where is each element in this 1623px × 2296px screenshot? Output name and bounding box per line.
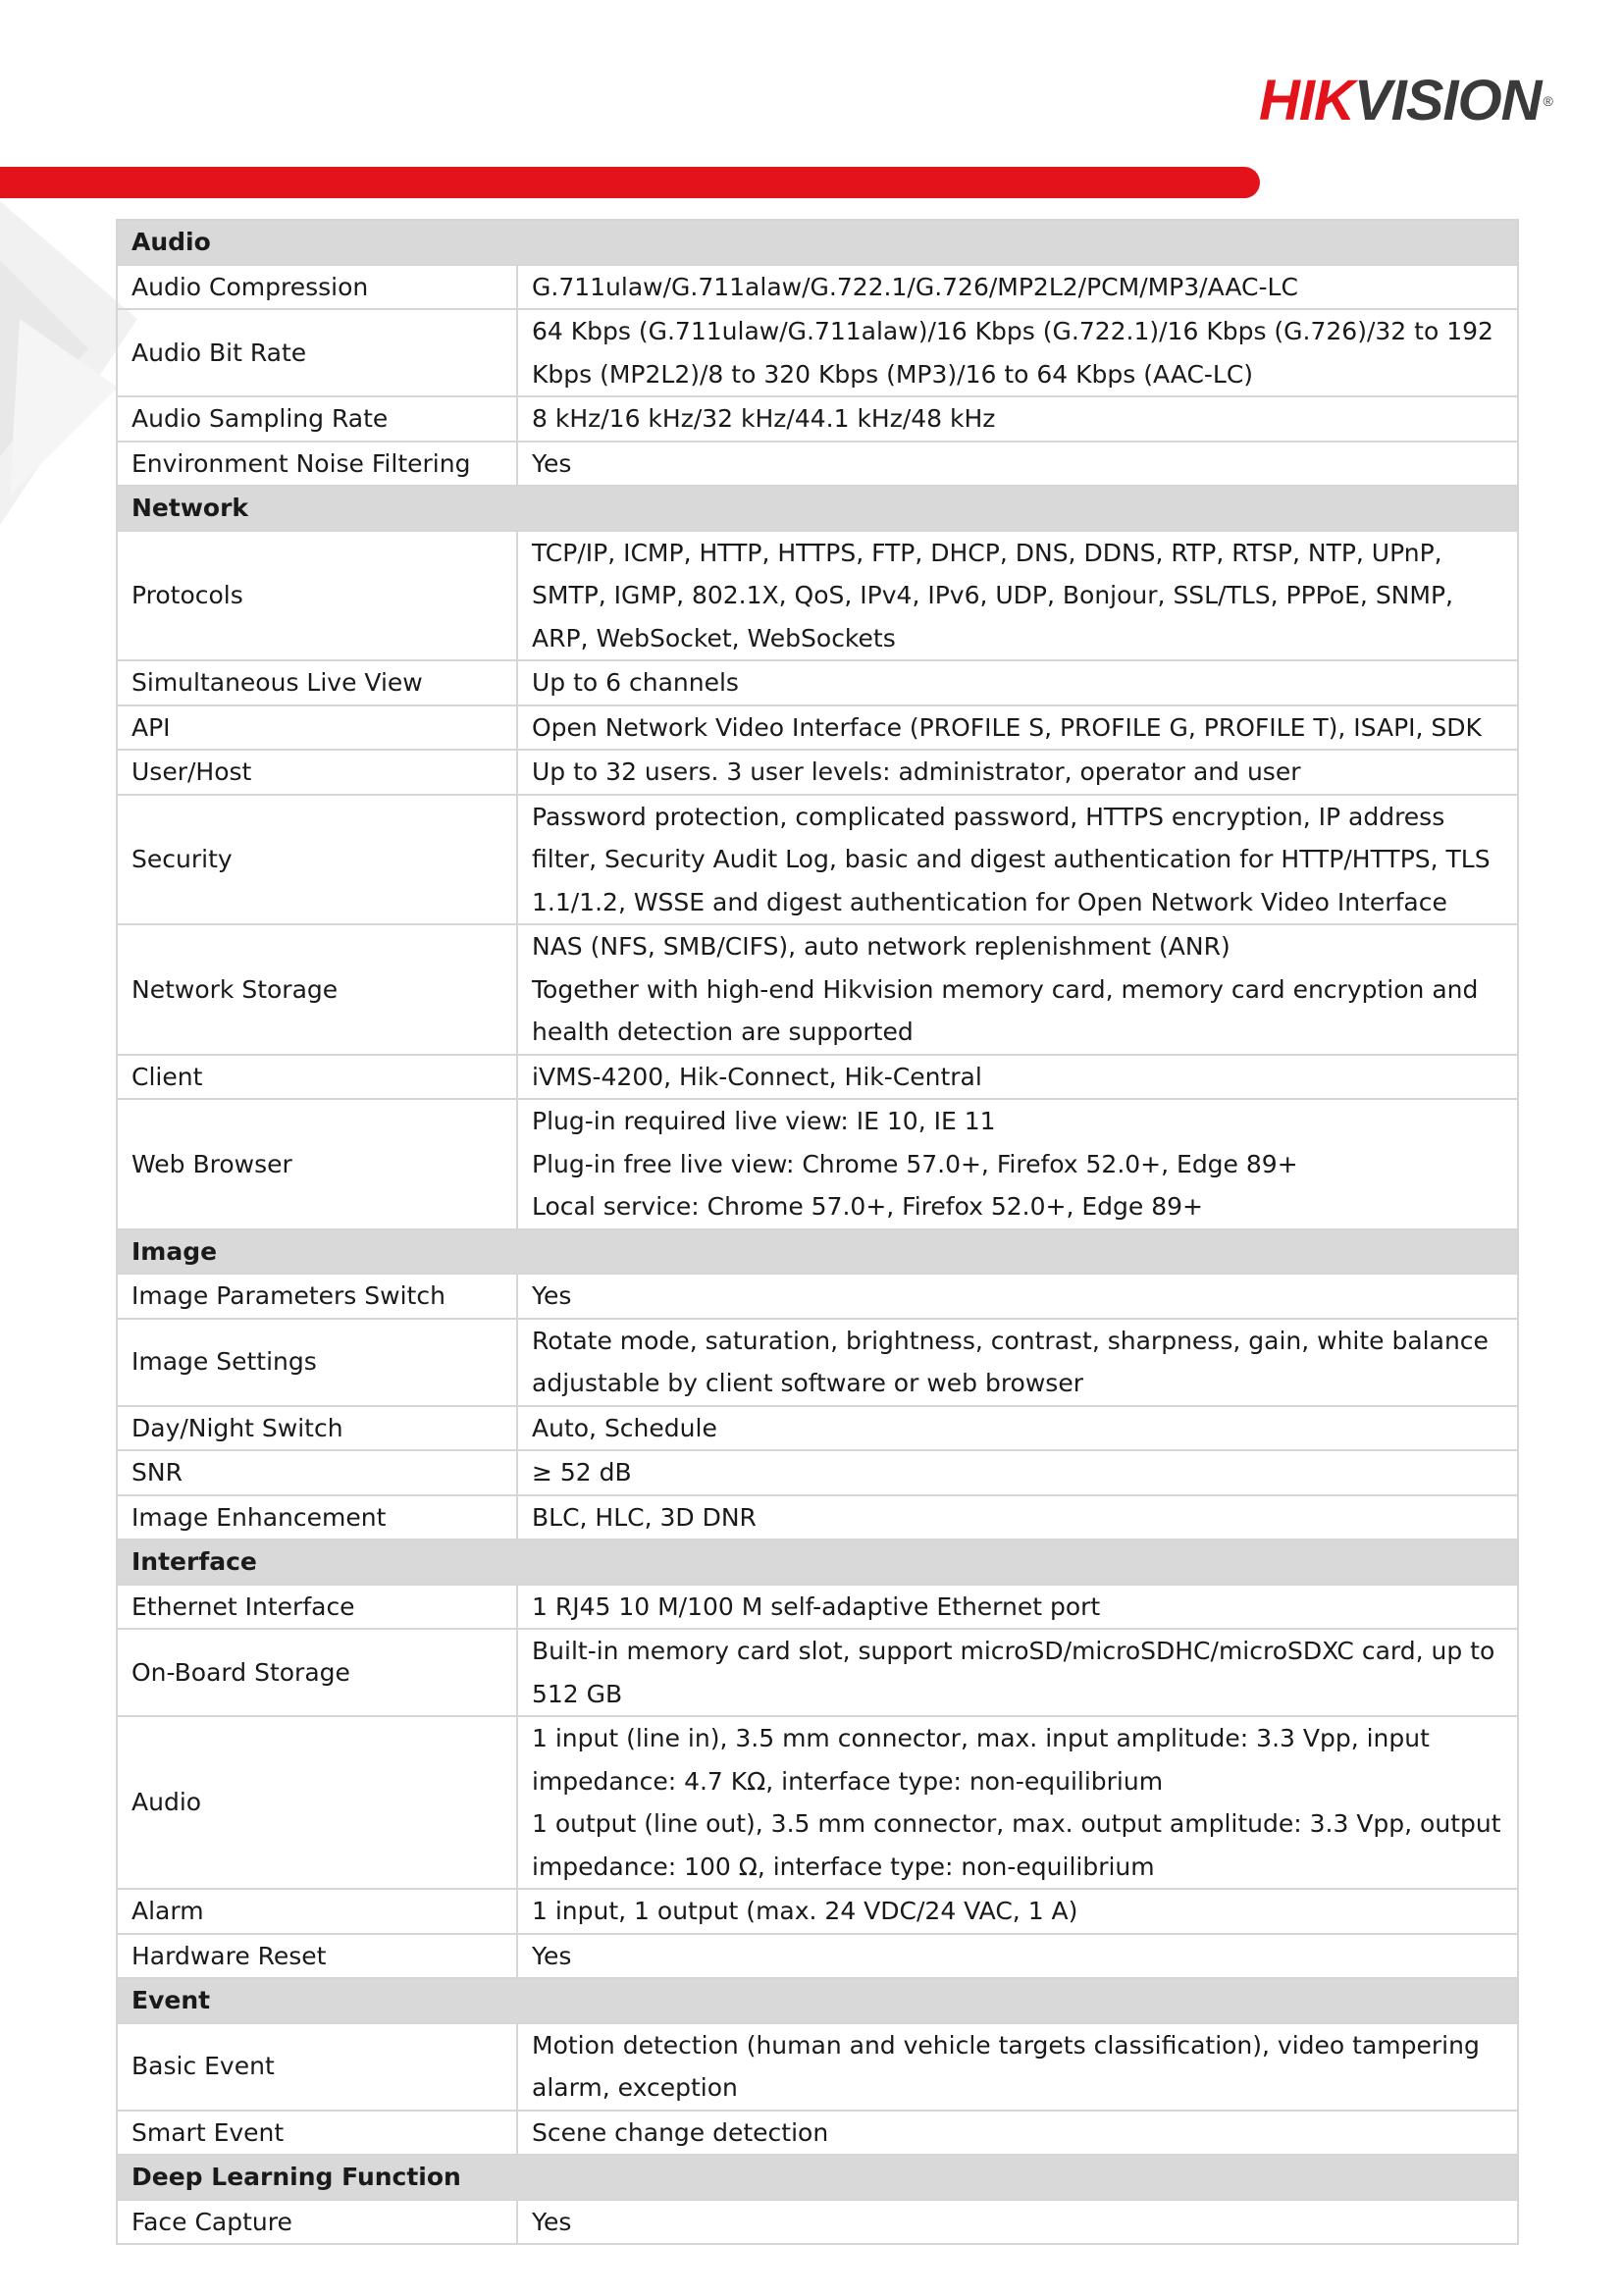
hikvision-logo	[1259, 71, 1552, 131]
spec-row	[117, 1585, 1518, 1630]
spec-row	[117, 1099, 1518, 1229]
section-title: Audio	[117, 220, 1518, 265]
spec-value-line: Motion detection (human and vehicle targets classification), video tampering alarm, exception	[532, 2030, 1480, 2102]
spec-row	[117, 750, 1518, 795]
spec-label: Audio	[117, 1716, 517, 1889]
spec-row	[117, 924, 1518, 1055]
spec-value	[517, 1716, 1518, 1889]
spec-value	[517, 660, 1518, 705]
spec-label: Audio Sampling Rate	[117, 396, 517, 442]
spec-label: API	[117, 705, 517, 751]
spec-value-line: G.711ulaw/G.711alaw/G.722.1/G.726/MP2L2/PCM/MP3/AAC-LC	[532, 272, 1298, 301]
spec-value-line: 1 input (line in), 3.5 mm connector, max. input amplitude: 3.3 Vpp, input impedance: 4.7 KΩ, interface type: non-equilibrium	[532, 1724, 1430, 1796]
spec-value	[517, 795, 1518, 925]
logo-vision-text: VISION	[1353, 69, 1542, 132]
spec-value	[517, 1319, 1518, 1406]
spec-row	[117, 309, 1518, 396]
spec-label: Audio Bit Rate	[117, 309, 517, 396]
spec-table-container	[116, 219, 1519, 2245]
spec-row	[117, 1629, 1518, 1716]
spec-value	[517, 265, 1518, 310]
spec-value-line: Plug-in free live view: Chrome 57.0+, Firefox 52.0+, Edge 89+	[532, 1149, 1298, 1178]
spec-label: Web Browser	[117, 1099, 517, 1229]
spec-row	[117, 442, 1518, 487]
spec-value	[517, 705, 1518, 751]
spec-value	[517, 1495, 1518, 1540]
spec-row	[117, 795, 1518, 925]
spec-value-line: Auto, Schedule	[532, 1413, 717, 1442]
spec-label: Audio Compression	[117, 265, 517, 310]
spec-value-line: Password protection, complicated password, HTTPS encryption, IP address filter, Security Audit Log, basic and digest authentication for HTTP/HTTPS, TLS 1.1/1.2, WSSE and digest authentication for Open Network Video Interface	[532, 802, 1491, 916]
spec-value	[517, 1889, 1518, 1934]
spec-value-line: Plug-in required live view: IE 10, IE 11	[532, 1107, 996, 1135]
spec-value	[517, 1055, 1518, 1100]
spec-value-line: 1 input, 1 output (max. 24 VDC/24 VAC, 1 A)	[532, 1897, 1078, 1925]
spec-label: Ethernet Interface	[117, 1585, 517, 1630]
spec-label: Network Storage	[117, 924, 517, 1055]
spec-value	[517, 2200, 1518, 2245]
section-header-row	[117, 1229, 1518, 1275]
spec-value-line: 64 Kbps (G.711ulaw/G.711alaw)/16 Kbps (G.722.1)/16 Kbps (G.726)/32 to 192 Kbps (MP2L2)/8 to 320 Kbps (MP3)/16 to 64 Kbps (AAC-LC)	[532, 317, 1493, 389]
spec-value-line: Together with high-end Hikvision memory card, memory card encryption and health detection are supported	[532, 974, 1479, 1046]
spec-value	[517, 750, 1518, 795]
spec-row	[117, 705, 1518, 751]
spec-value-line: NAS (NFS, SMB/CIFS), auto network replenishment (ANR)	[532, 932, 1230, 961]
spec-label: Basic Event	[117, 2023, 517, 2111]
spec-value-line: ≥ 52 dB	[532, 1458, 632, 1487]
spec-row	[117, 1716, 1518, 1889]
spec-label: Image Settings	[117, 1319, 517, 1406]
spec-value	[517, 1934, 1518, 1979]
spec-value	[517, 396, 1518, 442]
spec-value-line: Yes	[532, 1281, 572, 1310]
spec-value-line: BLC, HLC, 3D DNR	[532, 1502, 757, 1532]
spec-row	[117, 2023, 1518, 2111]
spec-value	[517, 2023, 1518, 2111]
spec-value	[517, 1585, 1518, 1630]
spec-value	[517, 531, 1518, 661]
spec-row	[117, 531, 1518, 661]
spec-label: Image Parameters Switch	[117, 1274, 517, 1319]
spec-value-line: 1 output (line out), 3.5 mm connector, max. output amplitude: 3.3 Vpp, output impedance: 100 Ω, interface type: non-equilibrium	[532, 1809, 1501, 1881]
section-title: Deep Learning Function	[117, 2155, 1518, 2200]
section-title: Event	[117, 1978, 1518, 2023]
spec-value-line: Yes	[532, 448, 572, 478]
spec-value-line: TCP/IP, ICMP, HTTP, HTTPS, FTP, DHCP, DNS, DDNS, RTP, RTSP, NTP, UPnP, SMTP, IGMP, 802.1X, QoS, IPv4, IPv6, UDP, Bonjour, SSL/TLS, PPPoE, SNMP, ARP, WebSocket, WebSockets	[532, 538, 1453, 652]
spec-value-line: Yes	[532, 1941, 572, 1970]
spec-label: On-Board Storage	[117, 1629, 517, 1716]
spec-row	[117, 1319, 1518, 1406]
spec-row	[117, 2200, 1518, 2245]
spec-row	[117, 265, 1518, 310]
spec-value	[517, 309, 1518, 396]
spec-label: Hardware Reset	[117, 1934, 517, 1979]
spec-value	[517, 2111, 1518, 2156]
registered-mark: ®	[1543, 93, 1552, 109]
section-header-row	[117, 220, 1518, 265]
spec-row	[117, 1406, 1518, 1451]
logo-hik-text: HIK	[1259, 69, 1354, 132]
spec-value	[517, 1406, 1518, 1451]
header-red-bar	[0, 167, 1260, 198]
spec-row	[117, 1934, 1518, 1979]
spec-value-line: Local service: Chrome 57.0+, Firefox 52.0+, Edge 89+	[532, 1192, 1203, 1221]
spec-row	[117, 1495, 1518, 1540]
section-header-row	[117, 1978, 1518, 2023]
spec-value-line: Open Network Video Interface (PROFILE S, PROFILE G, PROFILE T), ISAPI, SDK	[532, 712, 1482, 742]
spec-label: Protocols	[117, 531, 517, 661]
spec-label: Client	[117, 1055, 517, 1100]
spec-value	[517, 442, 1518, 487]
spec-value-line: Yes	[532, 2207, 572, 2236]
spec-value-line: Up to 6 channels	[532, 668, 739, 697]
section-header-row	[117, 486, 1518, 531]
spec-label: User/Host	[117, 750, 517, 795]
spec-label: Alarm	[117, 1889, 517, 1934]
spec-label: Environment Noise Filtering	[117, 442, 517, 487]
spec-label: Simultaneous Live View	[117, 660, 517, 705]
spec-label: Image Enhancement	[117, 1495, 517, 1540]
spec-table	[116, 219, 1519, 2245]
spec-value	[517, 924, 1518, 1055]
section-header-row	[117, 1539, 1518, 1585]
spec-row	[117, 1055, 1518, 1100]
spec-label: Smart Event	[117, 2111, 517, 2156]
spec-value-line: Scene change detection	[532, 2117, 829, 2147]
spec-row	[117, 1889, 1518, 1934]
section-title: Network	[117, 486, 1518, 531]
spec-label: Security	[117, 795, 517, 925]
spec-label: Day/Night Switch	[117, 1406, 517, 1451]
spec-value	[517, 1099, 1518, 1229]
spec-value-line: 8 kHz/16 kHz/32 kHz/44.1 kHz/48 kHz	[532, 404, 996, 433]
spec-label: SNR	[117, 1450, 517, 1495]
spec-row	[117, 2111, 1518, 2156]
spec-value	[517, 1450, 1518, 1495]
spec-row	[117, 1450, 1518, 1495]
section-title: Interface	[117, 1539, 1518, 1585]
section-title: Image	[117, 1229, 1518, 1275]
spec-value	[517, 1274, 1518, 1319]
spec-label: Face Capture	[117, 2200, 517, 2245]
spec-row	[117, 1274, 1518, 1319]
spec-row	[117, 660, 1518, 705]
spec-value-line: iVMS-4200, Hik-Connect, Hik-Central	[532, 1062, 982, 1091]
spec-value	[517, 1629, 1518, 1716]
spec-value-line: 1 RJ45 10 M/100 M self-adaptive Ethernet port	[532, 1592, 1101, 1621]
spec-value-line: Up to 32 users. 3 user levels: administrator, operator and user	[532, 757, 1301, 786]
section-header-row	[117, 2155, 1518, 2200]
spec-value-line: Built-in memory card slot, support microSD/microSDHC/microSDXC card, up to 512 GB	[532, 1637, 1495, 1708]
spec-value-line: Rotate mode, saturation, brightness, contrast, sharpness, gain, white balance adjustable by client software or web browser	[532, 1326, 1489, 1397]
spec-row	[117, 396, 1518, 442]
